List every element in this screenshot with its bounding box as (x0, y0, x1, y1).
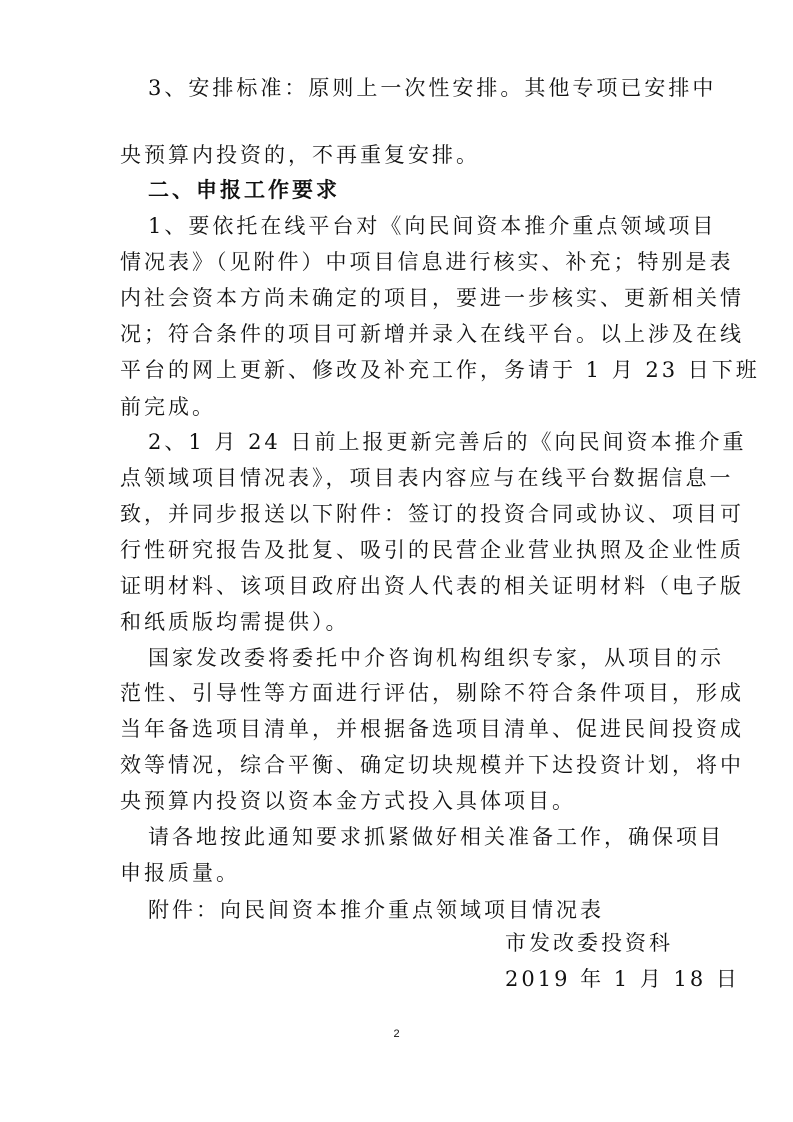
paragraph-line: 当年备选项目清单，并根据备选项目清单、促进民间投资成 (120, 717, 744, 741)
attachment-line: 附件：向民间资本推介重点领域项目情况表 (148, 898, 604, 922)
paragraph-line: 致，并同步报送以下附件：签订的投资合同或协议、项目可 (120, 502, 744, 526)
paragraph-line: 前完成。 (120, 395, 216, 419)
paragraph-line: 内社会资本方尚未确定的项目，要进一步核实、更新相关情 (120, 286, 744, 310)
paragraph-line: 范性、引导性等方面进行评估，剔除不符合条件项目，形成 (120, 681, 744, 705)
page-number: 2 (393, 1028, 400, 1040)
section-heading: 二、申报工作要求 (148, 178, 340, 202)
paragraph-line: 效等情况，综合平衡、确定切块规模并下达投资计划，将中 (120, 753, 744, 777)
paragraph-line: 申报质量。 (120, 861, 240, 885)
paragraph-line: 请各地按此通知要求抓紧做好相关准备工作，确保项目 (148, 825, 724, 849)
paragraph-line: 行性研究报告及批复、吸引的民营企业营业执照及企业性质 (120, 538, 744, 562)
signature-date: 2019 年 1 月 18 日 (505, 967, 740, 991)
paragraph-line: 情况表》（见附件）中项目信息进行核实、补充；特别是表 (120, 250, 734, 274)
paragraph-line: 1、要依托在线平台对《向民间资本推介重点领域项目 (148, 214, 717, 238)
paragraph-line: 国家发改委将委托中介咨询机构组织专家，从项目的示 (148, 646, 724, 670)
paragraph-line: 2、1 月 24 日前上报更新完善后的《向民间资本推介重 (148, 430, 747, 454)
paragraph-line: 和纸质版均需提供）。 (120, 610, 350, 634)
paragraph-line: 点领域项目情况表》，项目表内容应与在线平台数据信息一 (120, 466, 734, 490)
paragraph-line: 证明材料、该项目政府出资人代表的相关证明材料（电子版 (120, 574, 744, 598)
paragraph-line: 3、安排标准：原则上一次性安排。其他专项已安排中 (148, 76, 717, 100)
paragraph-line: 况；符合条件的项目可新增并录入在线平台。以上涉及在线 (120, 322, 744, 346)
paragraph-line: 央预算内投资以资本金方式投入具体项目。 (120, 789, 576, 813)
signature-org: 市发改委投资科 (505, 931, 673, 955)
paragraph-line: 平台的网上更新、修改及补充工作，务请于 1 月 23 日下班 (120, 358, 760, 382)
paragraph-line: 央预算内投资的，不再重复安排。 (120, 143, 480, 167)
